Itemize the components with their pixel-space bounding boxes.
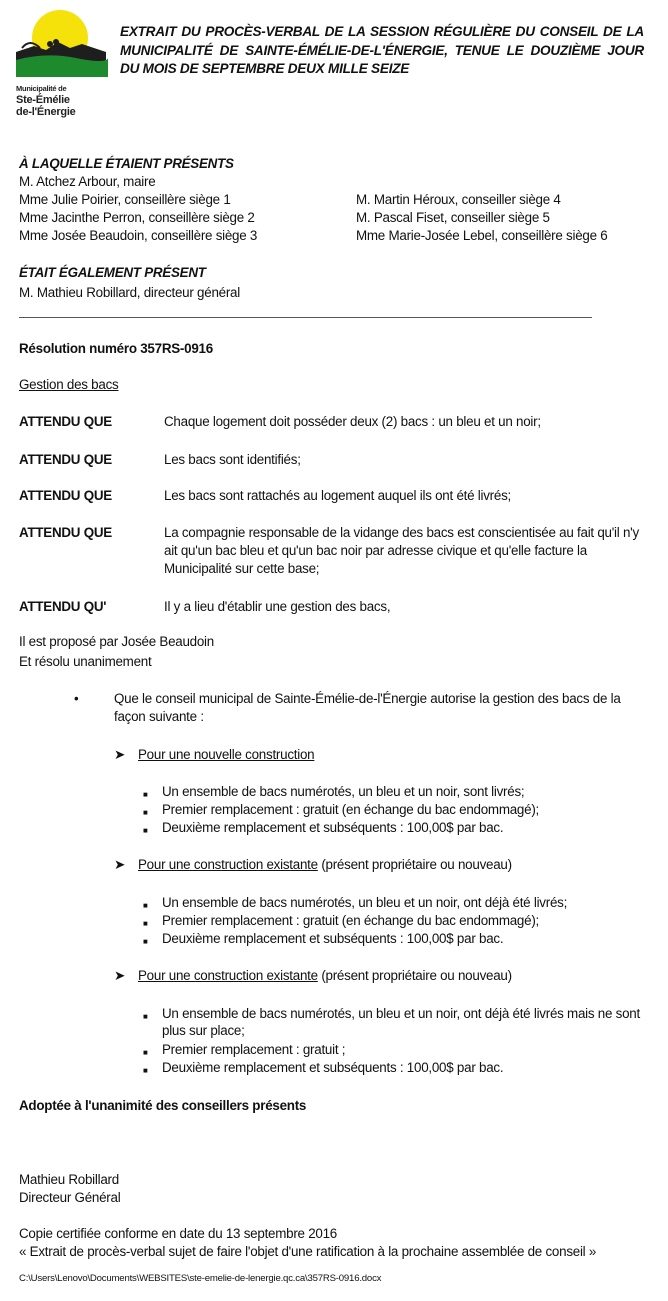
list-item: Premier remplacement : gratuit (en échange du bac endommagé); [162,802,540,817]
section-title: Pour une construction existante [138,857,318,872]
councillor-1: Mme Julie Poirier, conseillère siège 1 [19,192,231,207]
councillor-6: Mme Marie-Josée Lebel, conseillère siège 6 [356,228,608,243]
whereas-label: ATTENDU QUE [19,525,112,540]
logo-caption [16,84,108,118]
whereas-label: ATTENDU QUE [19,414,112,429]
section-suffix: (présent propriétaire ou nouveau) [317,968,512,983]
square-bullet-icon: ■ [143,937,148,946]
square-bullet-icon: ■ [143,1066,148,1075]
whereas-label: ATTENDU QUE [19,488,112,503]
list-item: Un ensemble de bacs numérotés, un bleu et un noir, ont déjà été livrés; [162,895,568,910]
councillor-5: M. Pascal Fiset, conseiller siège 5 [356,210,550,225]
file-path: C:\Users\Lenovo\Documents\WEBSITES\ste-emelie-de-lenergie.qc.ca\357RS-0916.docx [19,1273,382,1284]
square-bullet-icon: ■ [143,1012,148,1021]
list-item: Un ensemble de bacs numérotés, un bleu et un noir, ont déjà été livrés mais ne sont plus sur place; [162,1006,640,1038]
adopted-line: Adoptée à l'unanimité des conseillers présents [19,1098,307,1113]
also-present-heading: ÉTAIT ÉGALEMENT PRÉSENT [19,265,206,280]
section-heading [138,967,512,984]
bullet-dot: • [74,691,79,706]
section-title: Pour une nouvelle construction [138,747,315,762]
section-heading [138,746,314,763]
whereas-text: Il y a lieu d'établir une gestion des bacs, [164,599,391,614]
arrow-bullet-icon: ➤ [114,747,125,762]
logo-emblem [16,8,108,80]
councillor-3: Mme Josée Beaudoin, conseillère siège 3 [19,228,258,243]
whereas-text: Les bacs sont identifiés; [164,452,301,467]
list-item: Deuxième remplacement et subséquents : 100,00$ par bac. [162,1060,504,1075]
section-suffix: (présent propriétaire ou nouveau) [317,857,512,872]
list-item: Premier remplacement : gratuit ; [162,1042,346,1057]
main-point: Que le conseil municipal de Sainte-Émélie-de-l'Énergie autorise la gestion des bacs de la façon suivante : [114,691,621,724]
arrow-bullet-icon: ➤ [114,857,125,872]
section-heading [138,856,512,873]
square-bullet-icon: ■ [143,1048,148,1057]
document-title: EXTRAIT DU PROCÈS-VERBAL DE LA SESSION RÉGULIÈRE DU CONSEIL DE LA MUNICIPALITÉ DE SAINTE-ÉMÉLIE-DE-L'ÉNERGIE, TENUE LE DOUZIÈME JOUR DU MOIS DE SEPTEMBRE DEUX MILLE SEIZE [120,24,644,76]
whereas-label: ATTENDU QUE [19,452,112,467]
signatory-title: Directeur Général [19,1190,121,1205]
whereas-text: Chaque logement doit posséder deux (2) bacs : un bleu et un noir; [164,414,541,429]
square-bullet-icon: ■ [143,790,148,799]
square-bullet-icon: ■ [143,826,148,835]
whereas-text: Les bacs sont rattachés au logement auquel ils ont été livrés; [164,488,512,503]
square-bullet-icon: ■ [143,808,148,817]
list-item: Deuxième remplacement et subséquents : 100,00$ par bac. [162,931,504,946]
square-bullet-icon: ■ [143,901,148,910]
logo-line-3: de-l'Énergie [16,106,76,118]
whereas-label: ATTENDU QU' [19,599,107,614]
section-title: Pour une construction existante [138,968,318,983]
whereas-text: La compagnie responsable de la vidange des bacs est conscientisée au fait qu'il n'y ait qu'un bac bleu et qu'un bac noir par adresse civique et qu'elle facture la Municipalité sur cette base; [164,525,639,576]
mayor-line: M. Atchez Arbour, maire [19,174,156,189]
ratification-note: « Extrait de procès-verbal sujet de faire l'objet d'une ratification à la prochaine assemblée de conseil » [19,1244,597,1259]
separator-rule [19,317,592,318]
list-item: Un ensemble de bacs numérotés, un bleu et un noir, sont livrés; [162,784,525,799]
proposed-by: Il est proposé par Josée Beaudoin [19,634,214,649]
municipality-logo [16,8,108,126]
presents-heading: À LAQUELLE ÉTAIENT PRÉSENTS [19,156,234,171]
logo-line-2: Ste-Émélie [16,94,70,106]
arrow-bullet-icon: ➤ [114,968,125,983]
list-item: Premier remplacement : gratuit (en échange du bac endommagé); [162,913,540,928]
councillor-2: Mme Jacinthe Perron, conseillère siège 2 [19,210,255,225]
signatory-name: Mathieu Robillard [19,1172,119,1187]
resolution-number: Résolution numéro 357RS-0916 [19,341,213,356]
resolved-line: Et résolu unanimement [19,654,152,669]
square-bullet-icon: ■ [143,919,148,928]
list-item: Deuxième remplacement et subséquents : 100,00$ par bac. [162,820,504,835]
certified-copy: Copie certifiée conforme en date du 13 septembre 2016 [19,1226,338,1241]
logo-line-1: Municipalité de [16,84,67,93]
director-line: M. Mathieu Robillard, directeur général [19,285,240,300]
councillor-4: M. Martin Héroux, conseiller siège 4 [356,192,561,207]
resolution-subject: Gestion des bacs [19,377,119,392]
